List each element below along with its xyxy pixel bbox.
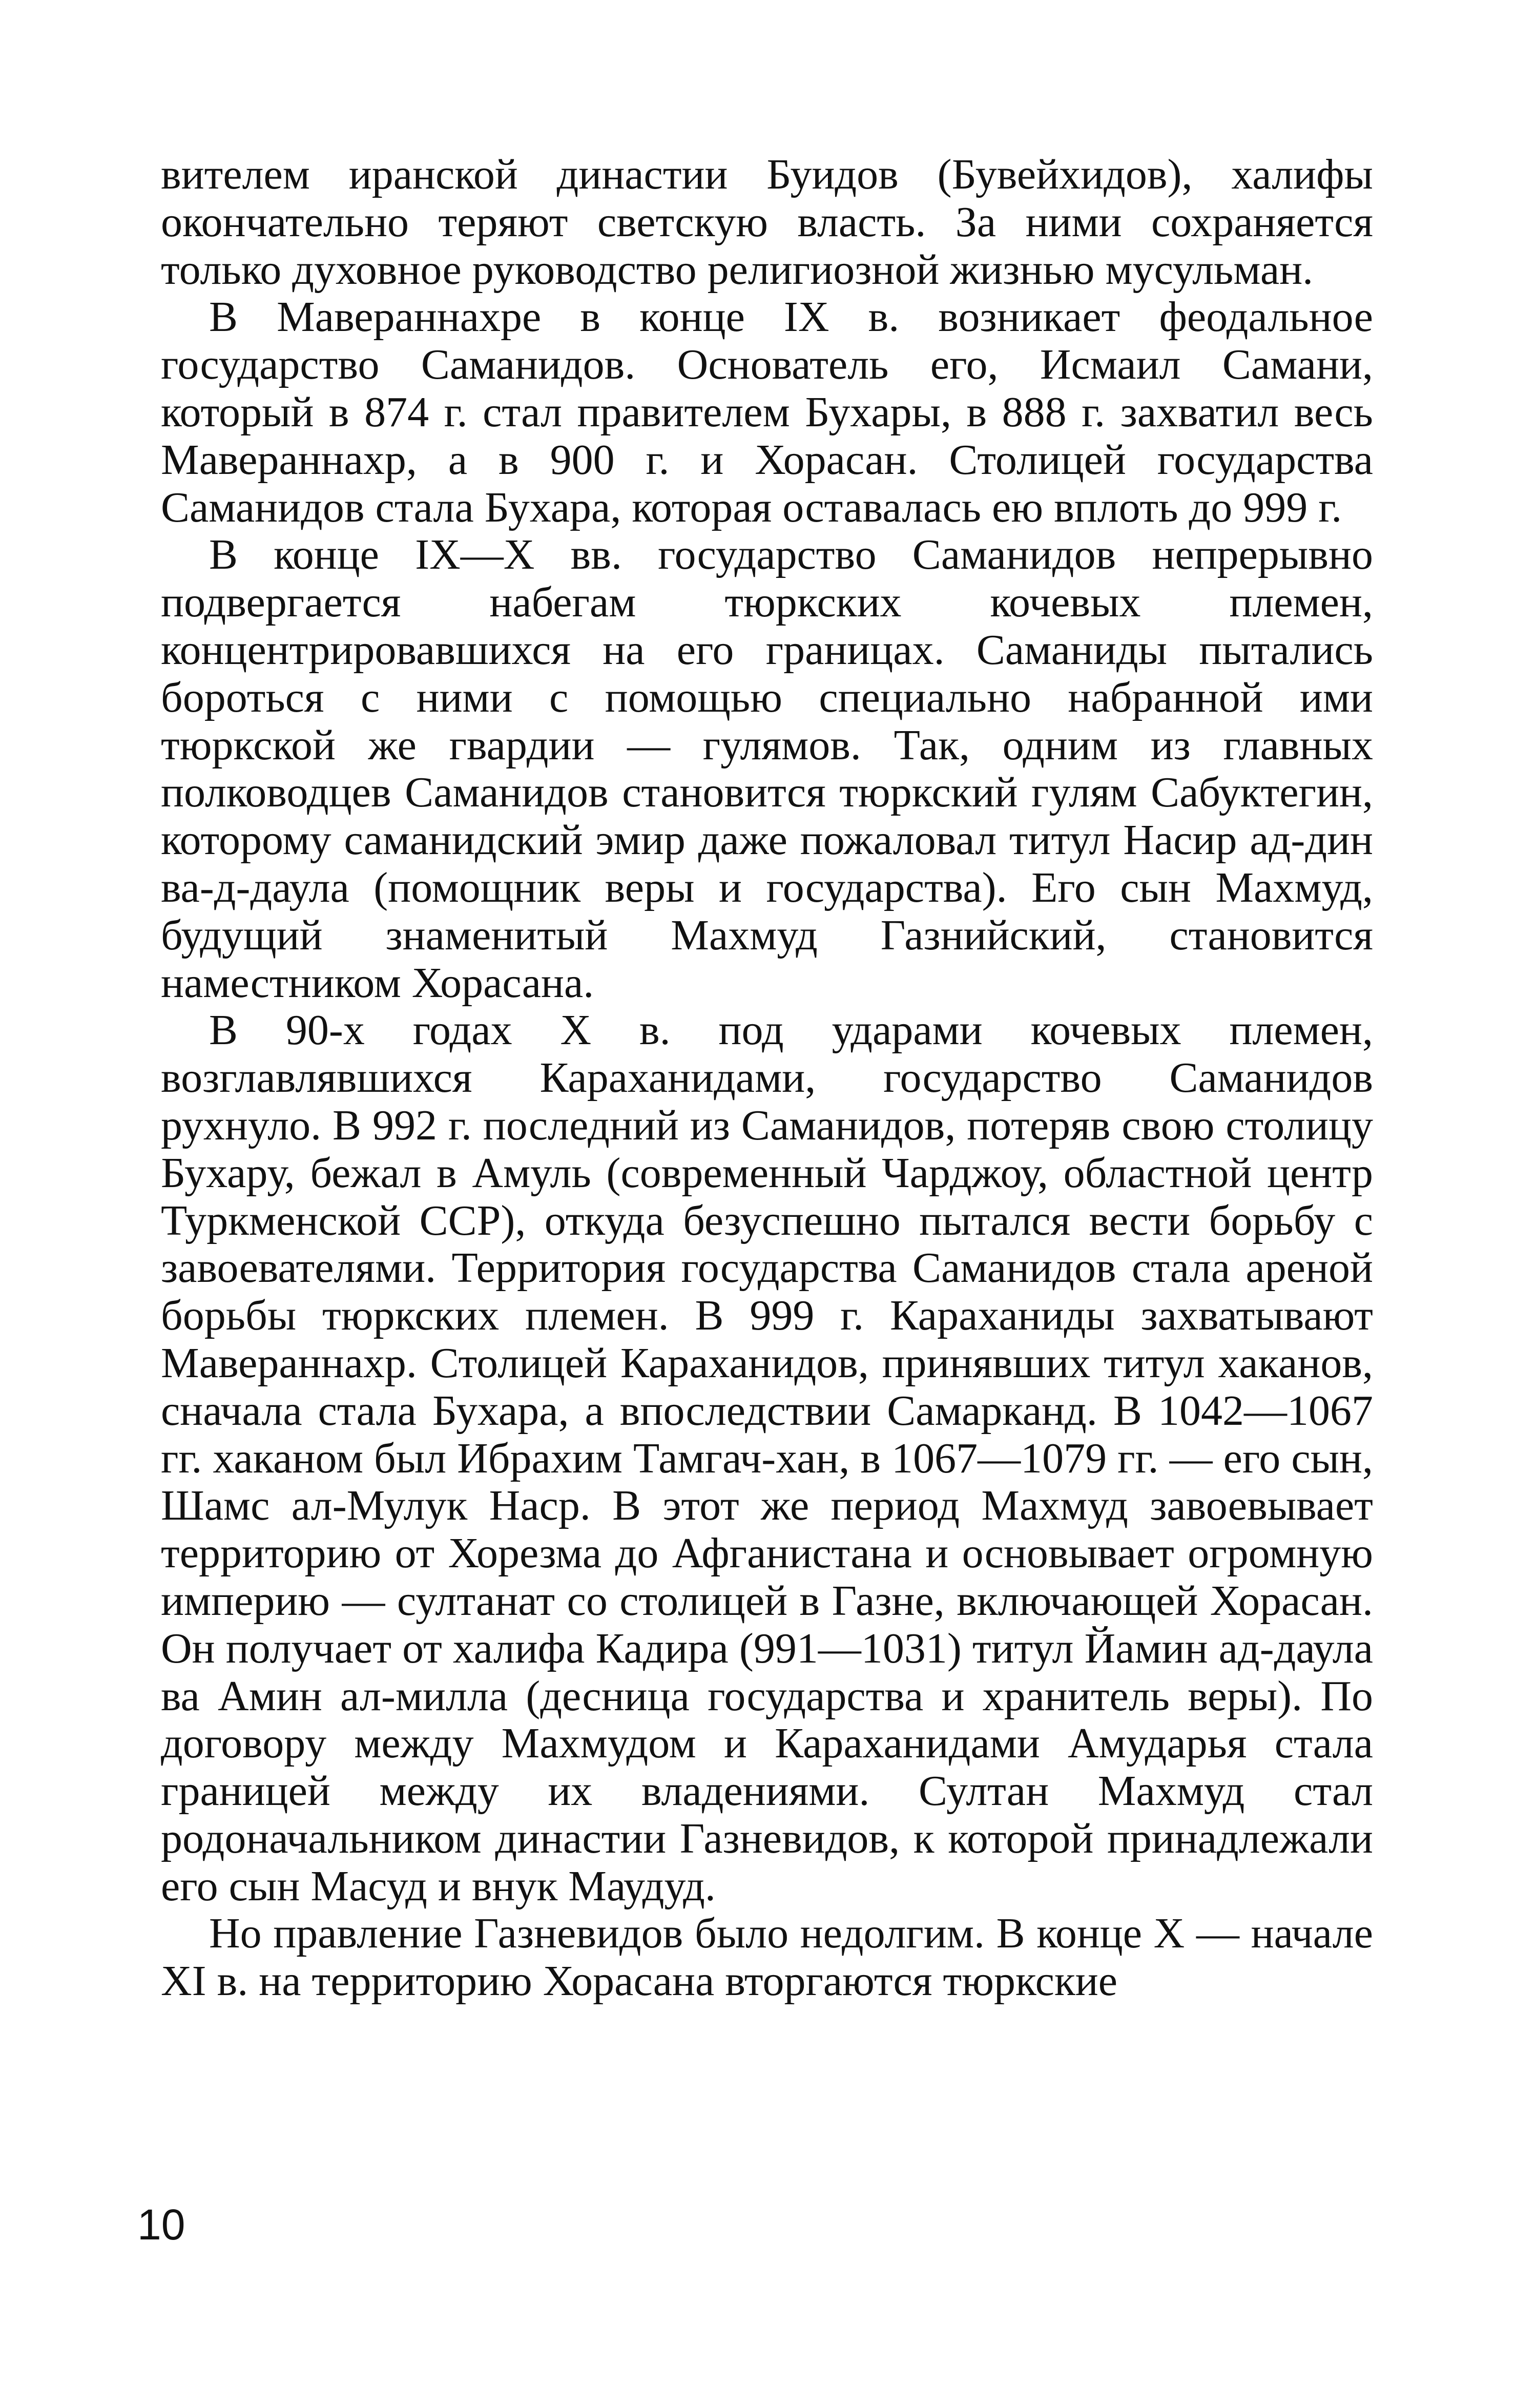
paragraph-1: вителем иранской династии Буидов (Бувейхидов), халифы окончательно теряют светскую власть. За ними сохраняется только духовное руководство религиозной жизнью мусульман. bbox=[161, 151, 1373, 294]
paragraph-4: В 90-х годах X в. под ударами кочевых племен, возглавлявшихся Караханидами, государство Саманидов рухнуло. В 992 г. последний из Саманидов, потеряв свою столицу Бухару, бежал в Амуль (современный Чарджоу, областной центр Туркменской ССР), откуда безуспешно пытался вести борьбу с завоевателями. Территория государства Саманидов стала ареной борьбы тюркских племен. В 999 г. Караханиды захватывают Мавераннахр. Столицей Караханидов, принявших титул хаканов, сначала стала Бухара, а впоследствии Самарканд. В 1042—1067 гг. хаканом был Ибрахим Тамгач-хан, в 1067—1079 гг. — его сын, Шамс ал-Мулук Наср. В этот же период Махмуд завоевывает территорию от Хорезма до Афганистана и основывает огромную империю — султанат со столицей в Газне, включающей Хорасан. Он получает от халифа Кадира (991—1031) титул Йамин ад-даула ва Амин ал-милла (десница государства и хранитель веры). По договору между Махмудом и Караханидами Амударья стала границей между их владениями. Султан Махмуд стал родоначальником династии Газневидов, к которой принадлежали его сын Масуд и внук Маудуд. bbox=[161, 1006, 1373, 1910]
body-text bbox=[161, 151, 1373, 2005]
page-number: 10 bbox=[137, 2201, 185, 2249]
paragraph-5: Но правление Газневидов было недолгим. В конце X — начале XI в. на территорию Хорасана вторгаются тюркские bbox=[161, 1909, 1373, 2005]
paragraph-3: В конце IX—X вв. государство Саманидов непрерывно подвергается набегам тюркских кочевых племен, концентрировавшихся на его границах. Саманиды пытались бороться с ними с помощью специально набранной ими тюркской же гвардии — гулямов. Так, одним из главных полководцев Саманидов становится тюркский гулям Сабуктегин, которому саманидский эмир даже пожаловал титул Насир ад-дин ва-д-даула (помощник веры и государства). Его сын Махмуд, будущий знаменитый Махмуд Газнийский, становится наместником Хорасана. bbox=[161, 531, 1373, 1007]
paragraph-2: В Мавераннахре в конце IX в. возникает феодальное государство Саманидов. Основатель его, Исмаил Самани, который в 874 г. стал правителем Бухары, в 888 г. захватил весь Мавераннахр, а в 900 г. и Хорасан. Столицей государства Саманидов стала Бухара, которая оставалась ею вплоть до 999 г. bbox=[161, 293, 1373, 531]
